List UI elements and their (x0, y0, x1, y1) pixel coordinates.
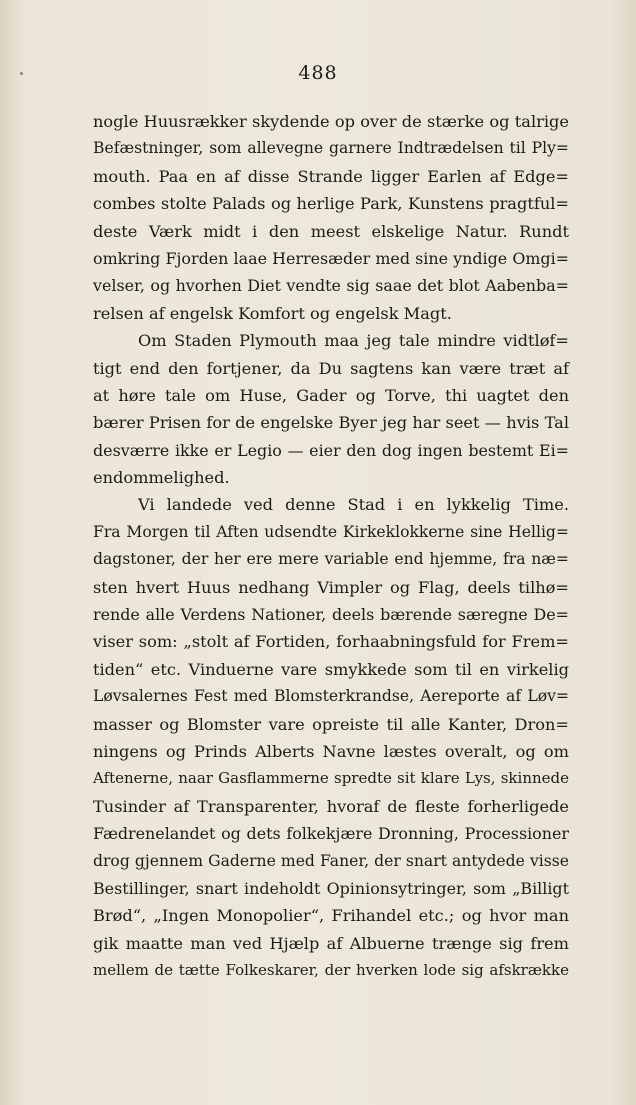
text-line: viser som: „stolt af Fortiden, forhaabningsfuld for Frem= (93, 632, 569, 652)
text-line: Fædrenelandet og dets folkekjære Dronning, Processioner (93, 824, 569, 844)
text-line: mouth. Paa en af disse Strande ligger Earlen af Edge= (93, 166, 569, 186)
text-line: desværre ikke er Legio — eier den dog ingen bestemt Ei= (93, 440, 569, 460)
text-line: Aftenerne, naar Gasflammerne spredte sit klare Lys, skinnede (93, 769, 569, 788)
text-line: nogle Huusrækker skydende op over de stærke og talrige (93, 112, 569, 131)
text-line: Bestillinger, snart indeholdt Opinionsytringer, som „Billigt (93, 878, 569, 898)
text-line: Om Staden Plymouth maa jeg tale mindre vidtløf= (138, 331, 569, 351)
text-line: at høre tale om Huse, Gader og Torve, thi uagtet den (93, 385, 569, 405)
text-line: omkring Fjorden laae Herresæder med sine yndige Omgi= (93, 248, 569, 268)
text-line: bærer Prisen for de engelske Byer jeg har seet — hvis Tal (93, 413, 569, 433)
text-line: deste Værk midt i den meest elskelige Natur. Rundt (93, 221, 569, 241)
text-line: relsen af engelsk Komfort og engelsk Magt. (93, 303, 452, 323)
text-line: endommelighed. (93, 468, 230, 488)
text-line: rende alle Verdens Nationer, deels bærende særegne De= (93, 605, 569, 625)
text-line: drog gjennem Gaderne med Faner, der snart antydede visse (93, 851, 569, 870)
text-line: velser, og hvorhen Diet vendte sig saae det blot Aabenba= (93, 276, 569, 296)
text-line: ningens og Prinds Alberts Navne læstes overalt, og om (93, 741, 569, 761)
page-number: 488 (298, 62, 338, 84)
text-line: Brød“, „Ingen Monopolier“, Frihandel etc.; og hvor man (93, 906, 569, 926)
text-line: tiden“ etc. Vinduerne vare smykkede som til en virkelig (93, 659, 569, 679)
text-line: dagstoner, der her ere mere variable end hjemme, fra næ= (93, 550, 569, 569)
text-line: mellem de tætte Folkeskarer, der hverken lode sig afskrække (93, 961, 569, 980)
text-line: tigt end den fortjener, da Du sagtens kan være træt af (93, 358, 569, 378)
text-line: combes stolte Palads og herlige Park, Kunstens pragtful= (93, 194, 569, 214)
text-line: sten hvert Huus nedhang Vimpler og Flag, deels tilhø= (93, 577, 569, 597)
text-line: gik maatte man ved Hjælp af Albuerne trænge sig frem (93, 933, 569, 953)
body-text (93, 108, 569, 985)
text-line: Vi landede ved denne Stad i en lykkelig Time. (138, 495, 569, 515)
text-line: masser og Blomster vare opreiste til alle Kanter, Dron= (93, 714, 569, 734)
text-line: Tusinder af Transparenter, hvoraf de fleste forherligede (93, 796, 569, 816)
text-line: Fra Morgen til Aften udsendte Kirkeklokkerne sine Hellig= (93, 522, 569, 541)
text-line: Løvsalernes Fest med Blomsterkrandse, Aereporte af Løv= (93, 687, 569, 706)
text-line: Befæstninger, som allevegne garnere Indtrædelsen til Ply= (93, 139, 569, 158)
